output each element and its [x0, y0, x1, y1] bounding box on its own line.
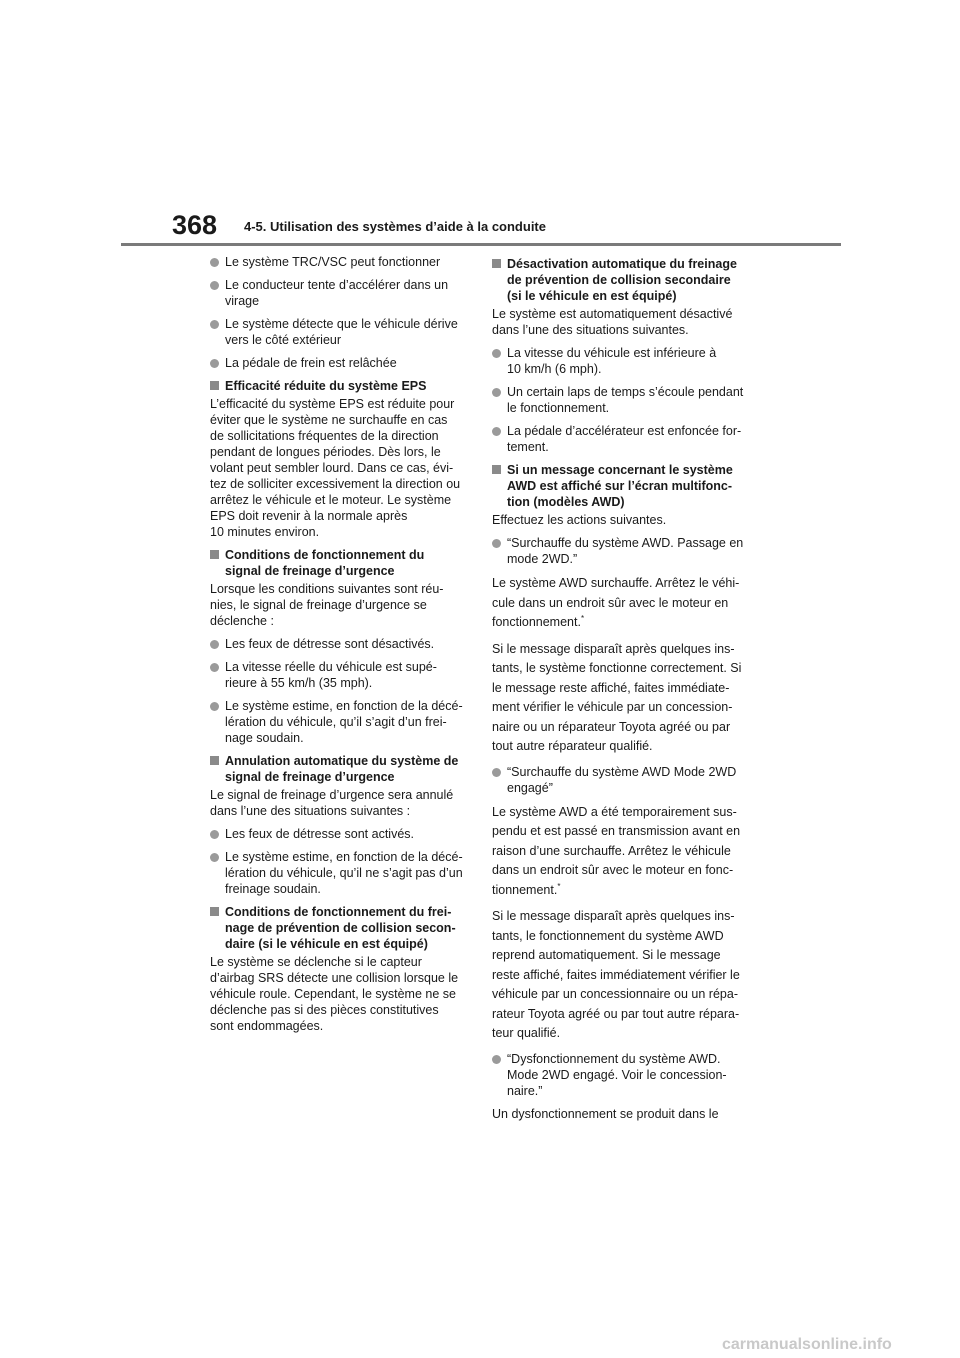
bullet-dot-icon — [492, 768, 501, 777]
bullet-dot-icon — [492, 427, 501, 436]
bullet-dot-icon — [210, 320, 219, 329]
footnote-mark: * — [580, 613, 585, 623]
watermark: carmanualsonline.info — [722, 1336, 892, 1353]
bullet-item: Le système estime, en fonction de la décé- lération du véhicule, qu’il s’agit d’un frei- nage soudain. — [210, 698, 468, 746]
paragraph: Le système AWD surchauffe. Arrêtez le véhi- cule dans un endroit sûr avec le moteur en fonctionnement.* — [492, 576, 740, 629]
bullet-dot-icon — [492, 388, 501, 397]
bullet-item: “Surchauffe du système AWD Mode 2WD engagé” — [492, 764, 750, 796]
subsection-heading: Annulation automatique du système de signal de freinage d’urgence — [210, 753, 468, 785]
paragraph: L’efficacité du système EPS est réduite pour éviter que le système ne surchauffe en cas de sollicitations fréquentes de la direction pendant de longues périodes. Dès lors, le volant peut sembler lourd. Dans ce cas, évi- tez de solliciter excessivement la direction ou arrêtez le véhicule et le moteur. Le système EPS doit revenir à la normale après 10 minutes environ. — [210, 397, 461, 539]
paragraph: Le signal de freinage d’urgence sera annulé dans l’une des situations suivantes : — [210, 788, 454, 818]
paragraph: Lorsque les conditions suivantes sont réu- nies, le signal de freinage d’urgence se déclenche : — [210, 582, 444, 628]
paragraph: Un dysfonctionnement se produit dans le — [492, 1106, 719, 1121]
square-bullet-icon — [492, 465, 501, 474]
header-rule — [121, 243, 841, 246]
square-bullet-icon — [492, 259, 501, 268]
bullet-item: Le système TRC/VSC peut fonctionner — [210, 254, 468, 270]
bullet-dot-icon — [210, 663, 219, 672]
bullet-item: Les feux de détresse sont activés. — [210, 826, 468, 842]
bullet-item: Le conducteur tente d’accélérer dans un virage — [210, 277, 468, 309]
bullet-item: Le système détecte que le véhicule dérive vers le côté extérieur — [210, 316, 468, 348]
right-column — [492, 254, 750, 1129]
paragraph: Le système se déclenche si le capteur d’airbag SRS détecte une collision lorsque le véhicule roule. Cependant, le système ne se déclenche pas si des pièces constitutives sont endommagées. — [210, 955, 459, 1033]
page-number: 368 — [172, 210, 218, 240]
paragraph: Effectuez les actions suivantes. — [492, 513, 667, 527]
bullet-item: La vitesse réelle du véhicule est supé- rieure à 55 km/h (35 mph). — [210, 659, 468, 691]
subsection-heading: Conditions de fonctionnement du frei- nage de prévention de collision secon- daire (si le véhicule en est équipé) — [210, 904, 468, 952]
subsection-heading: Efficacité réduite du système EPS — [210, 378, 468, 394]
bullet-item: “Dysfonctionnement du système AWD. Mode 2WD engagé. Voir le concession- naire.” — [492, 1051, 750, 1099]
paragraph: Le système est automatiquement désactivé dans l’une des situations suivantes. — [492, 307, 733, 337]
left-column — [210, 254, 468, 1041]
bullet-dot-icon — [492, 349, 501, 358]
bullet-dot-icon — [210, 281, 219, 290]
bullet-dot-icon — [492, 1055, 501, 1064]
paragraph: Si le message disparaît après quelques ins- tants, le système fonctionne correctement. Si le message reste affiché, faites immédiate- ment vérifier le véhicule par un concession- naire ou un réparateur Toyota agréé ou par tout autre réparateur qualifié. — [492, 641, 742, 753]
subsection-heading: Désactivation automatique du freinage de prévention de collision secondaire (si le véhicule en est équipé) — [492, 256, 750, 304]
square-bullet-icon — [210, 756, 219, 765]
bullet-item: “Surchauffe du système AWD. Passage en mode 2WD.” — [492, 535, 750, 567]
bullet-dot-icon — [492, 539, 501, 548]
bullet-item: La pédale de frein est relâchée — [210, 355, 468, 371]
bullet-item: Un certain laps de temps s’écoule pendant le fonctionnement. — [492, 384, 750, 416]
bullet-dot-icon — [210, 830, 219, 839]
bullet-dot-icon — [210, 359, 219, 368]
paragraph: Le système AWD a été temporairement sus- pendu et est passé en transmission avant en raison d’une surchauffe. Arrêtez le véhicule dans un endroit sûr avec le moteur en fonc- tionnement.* — [492, 804, 741, 897]
subsection-heading: Conditions de fonctionnement du signal de freinage d’urgence — [210, 547, 468, 579]
footnote-mark: * — [557, 881, 561, 891]
bullet-item: La pédale d’accélérateur est enfoncée for- tement. — [492, 423, 750, 455]
square-bullet-icon — [210, 550, 219, 559]
subsection-heading: Si un message concernant le système AWD est affiché sur l’écran multifonc- tion (modèles AWD) — [492, 462, 750, 510]
square-bullet-icon — [210, 907, 219, 916]
bullet-item: Le système estime, en fonction de la décé- lération du véhicule, qu’il ne s’agit pas d’un freinage soudain. — [210, 849, 468, 897]
bullet-item: Les feux de détresse sont désactivés. — [210, 636, 468, 652]
section-title: 4-5. Utilisation des systèmes d’aide à la conduite — [244, 219, 546, 234]
bullet-dot-icon — [210, 258, 219, 267]
bullet-dot-icon — [210, 640, 219, 649]
page-header — [0, 0, 960, 250]
square-bullet-icon — [210, 381, 219, 390]
bullet-dot-icon — [210, 853, 219, 862]
paragraph: Si le message disparaît après quelques ins- tants, le fonctionnement du système AWD reprend automatiquement. Si le message reste affiché, faites immédiatement vérifier le véhicule par un concessionnaire ou un répa- rateur Toyota agréé ou par tout autre répara- teur qualifié. — [492, 909, 740, 1040]
bullet-dot-icon — [210, 702, 219, 711]
bullet-item: La vitesse du véhicule est inférieure à 10 km/h (6 mph). — [492, 345, 750, 377]
